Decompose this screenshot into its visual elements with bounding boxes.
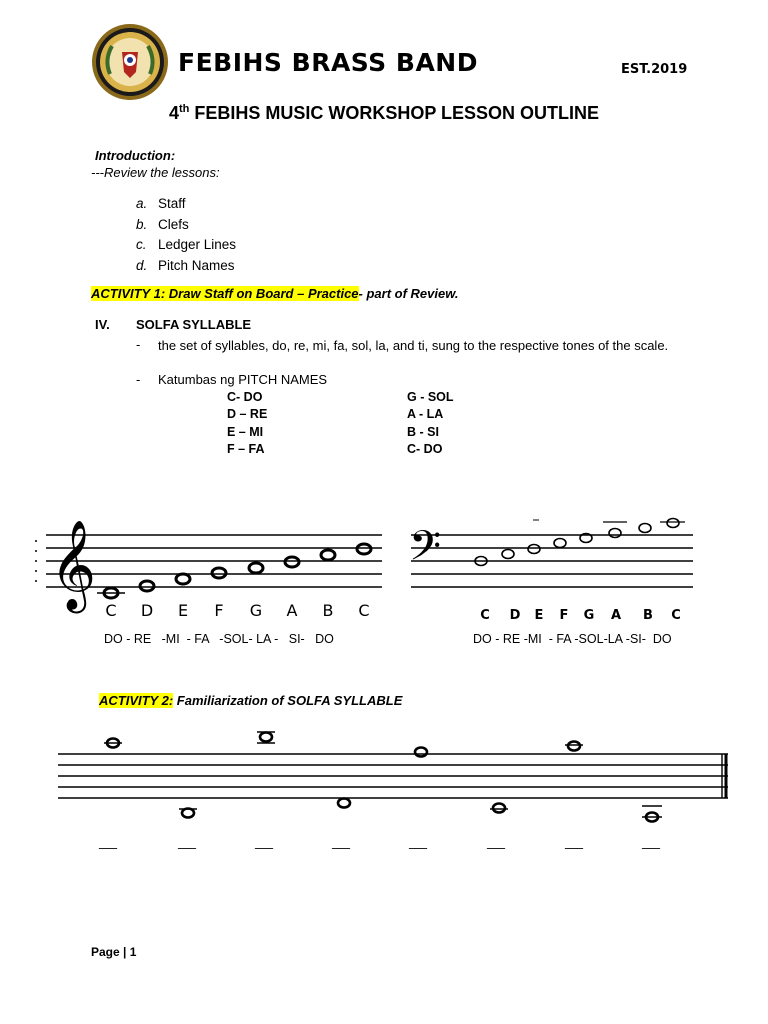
band-title: FEBIHS BRASS BAND <box>178 48 478 77</box>
exercise-note <box>257 732 275 743</box>
svg-text:𝄢: 𝄢 <box>409 522 442 580</box>
svg-text:𝄞: 𝄞 <box>50 520 97 610</box>
bass-note-e <box>528 545 540 554</box>
bullet-dash: - <box>136 372 141 387</box>
pitch-pairs-right <box>407 389 454 458</box>
treble-staff <box>30 505 390 655</box>
pitch-pair: B - SI <box>407 424 439 439</box>
treble-note-b <box>321 550 335 560</box>
treble-note-g <box>249 563 263 573</box>
review-topic-list <box>136 194 236 276</box>
list-letter: c. <box>136 237 147 252</box>
answer-blank[interactable]: ___ <box>642 835 660 849</box>
activity-2 <box>99 693 402 708</box>
note-label: G <box>583 608 595 623</box>
note-label: C <box>480 608 490 623</box>
treble-note-c-high <box>357 544 371 554</box>
note-label: B <box>643 608 653 623</box>
answer-blank[interactable]: ___ <box>565 835 583 849</box>
treble-note-c <box>97 588 125 598</box>
established-year: EST.2019 <box>621 62 688 77</box>
note-label: D <box>509 608 521 623</box>
activity-2-staff <box>50 720 740 860</box>
answer-blank[interactable]: ___ <box>487 835 505 849</box>
workshop-number: 4 <box>168 103 179 123</box>
workshop-ordinal: th <box>178 103 190 115</box>
note-label: G <box>249 601 263 620</box>
bass-clef-icon <box>409 522 441 580</box>
treble-note-a <box>285 557 299 567</box>
note-label: E <box>534 608 544 623</box>
exercise-note <box>104 739 122 748</box>
pitch-pair: A - LA <box>407 407 444 422</box>
bass-staff <box>405 505 700 655</box>
pitch-pair: E – MI <box>227 424 264 439</box>
katumbas-line: Katumbas ng PITCH NAMES <box>158 372 328 387</box>
school-logo <box>90 22 170 102</box>
list-text: Ledger Lines <box>158 237 237 252</box>
note-label: F <box>559 608 569 623</box>
list-item <box>136 194 236 215</box>
list-text: Staff <box>158 196 186 211</box>
treble-note-d <box>140 581 154 591</box>
exercise-note <box>179 809 197 818</box>
list-item <box>136 235 236 256</box>
bass-note-d <box>502 550 514 559</box>
exercise-note <box>642 806 662 822</box>
section-title: SOLFA SYLLABLE <box>136 317 252 332</box>
note-label: C <box>358 601 370 620</box>
exercise-note <box>490 804 508 813</box>
workshop-title-text: FEBIHS MUSIC WORKSHOP LESSON OUTLINE <box>189 103 600 123</box>
activity-2-rest: Familiarization of SOLFA SYLLABLE <box>173 693 403 708</box>
bass-note-c-high <box>660 519 685 528</box>
answer-blank[interactable]: ___ <box>409 835 427 849</box>
introduction-sub: ---Review the lessons: <box>91 165 220 180</box>
pitch-pair: G - SOL <box>407 390 454 404</box>
treble-syllables: DO - RE -MI - FA -SOL- LA - SI- DO <box>104 632 334 646</box>
list-letter: a. <box>136 196 148 211</box>
note-label: E <box>177 601 189 620</box>
answer-blank[interactable]: ___ <box>255 835 273 849</box>
list-text: Pitch Names <box>158 257 235 273</box>
note-label: F <box>214 601 224 620</box>
treble-note-f <box>212 568 226 578</box>
list-letter: d. <box>136 257 148 273</box>
note-label: B <box>322 601 334 620</box>
activity-1-rest: - part of Review. <box>358 286 459 301</box>
bass-note-b <box>639 524 651 533</box>
activity-1-highlight: ACTIVITY 1: Draw Staff on Board – Practice <box>91 286 359 301</box>
bullet-dash: - <box>136 337 141 352</box>
answer-blank[interactable]: ___ <box>99 835 117 849</box>
treble-note-e <box>176 574 190 584</box>
pitch-pair: F – FA <box>227 441 265 456</box>
pitch-pair: C- DO <box>227 390 263 404</box>
page-number: Page | 1 <box>91 945 137 959</box>
pitch-pair: D – RE <box>227 407 268 422</box>
answer-blank[interactable]: ___ <box>178 835 196 849</box>
note-label: A <box>286 601 298 620</box>
exercise-note <box>338 799 350 808</box>
answer-blank[interactable]: ___ <box>332 835 350 849</box>
bass-syllables: DO - RE -MI - FA -SOL-LA -SI- DO <box>473 632 672 646</box>
activity-1 <box>91 286 458 301</box>
list-text: Clefs <box>158 216 189 232</box>
introduction-label: Introduction: <box>95 148 176 163</box>
note-label: C <box>105 601 117 620</box>
note-label: A <box>610 608 622 623</box>
bass-note-f <box>554 539 566 548</box>
section-number: IV. <box>95 317 110 332</box>
treble-clef-icon <box>50 520 96 614</box>
exercise-note <box>415 748 427 757</box>
activity-2-highlight: ACTIVITY 2: <box>99 693 174 708</box>
list-item <box>136 256 236 277</box>
pitch-pairs-left <box>227 389 267 458</box>
note-label: C <box>671 608 681 623</box>
lesson-outline-title <box>0 103 768 124</box>
list-item <box>136 215 236 236</box>
list-letter: b. <box>136 216 148 232</box>
pitch-pair: C- DO <box>407 441 443 456</box>
note-label: D <box>140 601 154 620</box>
exercise-note <box>565 742 583 751</box>
solfa-description: the set of syllables, do, re, mi, fa, sol, la, and ti, sung to the respective tones of the scale. <box>158 338 669 353</box>
